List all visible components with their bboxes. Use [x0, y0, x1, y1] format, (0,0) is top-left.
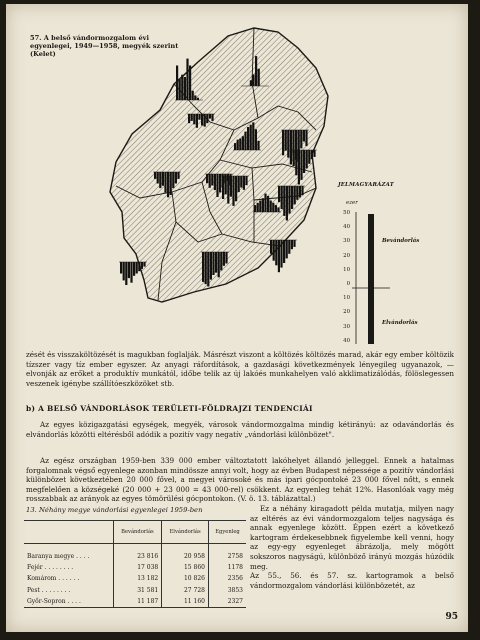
paragraph-3: Az egész országban 1959-ben 339 000 ember változtatott lakóhelyet állandó jelleggel. Ennek a hatalmas forgalomnak végső egyenlege azonban mindössze annyi volt, hogy az évben Budapest népessége a pozitív vándorlási különbözet következtében 20 000 fővel, a megyei városoké és más ipari gócpontoké 23 000 fővel nőtt, s ennek megfelelően a községeké (20 000 + 23 000 = 43 000-rel) csökkent. Az egyenleg tehát 12%. Hasonlóak vagy még rosszabbak az arányok az egyes tömörülési gócpontokon. (V. ö. 13. táblázattal.) — [26, 456, 454, 504]
migration-bar — [255, 56, 257, 86]
migration-bar — [196, 114, 198, 128]
migration-bar — [244, 132, 246, 150]
legend-in-bar — [368, 214, 374, 288]
migration-bar — [191, 114, 193, 121]
legend-title: JELMAGYARÁZAT — [338, 182, 394, 188]
migration-bar — [210, 252, 212, 280]
migration-bar — [237, 140, 239, 150]
legend-out-bar — [368, 288, 374, 344]
table-cell: 20 958 — [162, 544, 209, 563]
table-cell: Baranya megye . . . . — [27, 553, 90, 560]
migration-bar — [301, 186, 303, 195]
migration-bar — [238, 176, 240, 192]
migration-bar — [223, 252, 225, 266]
migration-bar — [247, 127, 249, 150]
table-cell: Fejér . . . . . . . . — [27, 564, 74, 572]
migration-bar — [283, 186, 285, 216]
migration-bar — [291, 240, 293, 249]
migration-bar — [305, 130, 307, 146]
legend-tick: 10 — [343, 266, 350, 273]
migration-bar — [278, 186, 280, 202]
migration-bar — [280, 240, 282, 268]
migration-bar — [222, 176, 224, 199]
legend-out-label: Elvándorlás — [382, 320, 418, 326]
migration-bar — [283, 240, 285, 263]
table-cell: Komárom . . . . . . — [27, 575, 80, 583]
migration-bar — [275, 240, 277, 265]
migration-bar — [164, 172, 166, 193]
migration-bar — [308, 150, 310, 164]
migration-bar — [288, 240, 290, 254]
table-cell: 31 581 — [113, 585, 162, 596]
migration-bar — [141, 262, 143, 269]
table-row — [24, 585, 246, 596]
table-body — [24, 544, 246, 608]
table-cell: Győr-Sopron . . . . — [24, 596, 113, 608]
table-row — [24, 573, 246, 584]
migration-bar — [282, 130, 284, 155]
migration-bar — [267, 196, 269, 212]
legend-tick: 30 — [343, 238, 350, 245]
migration-bar — [162, 172, 164, 186]
legend-tick: 20 — [343, 309, 350, 316]
migration-bar — [216, 174, 218, 197]
migration-bar — [206, 174, 208, 183]
legend-tick: 50 — [343, 210, 350, 216]
table-header-row — [24, 521, 246, 544]
migration-bar — [154, 172, 156, 179]
migration-bar — [197, 98, 199, 100]
migration-bar — [218, 252, 220, 277]
table-caption: 13. Néhány megye vándorlási egyenlegei 1959-ben — [26, 506, 203, 514]
migration-bar — [193, 114, 195, 124]
table-header-cell: Bevándorlás — [113, 521, 162, 544]
migration-bar — [291, 186, 293, 209]
migration-bar — [298, 150, 300, 185]
migration-bar — [167, 172, 169, 197]
migration-bar — [207, 252, 209, 287]
migration-bar — [311, 150, 313, 159]
legend-tick: 20 — [343, 252, 350, 259]
migration-bar — [206, 114, 208, 123]
migration-bar — [278, 240, 280, 272]
page-number: 95 — [445, 612, 458, 622]
table-cell: 2327 — [208, 596, 246, 608]
legend-scale — [338, 182, 398, 352]
migration-bar — [303, 150, 305, 173]
migration-bar — [123, 262, 125, 280]
migration-bar — [204, 114, 206, 127]
migration-bar — [138, 262, 140, 271]
table-row — [24, 562, 246, 573]
migration-bar — [250, 125, 252, 150]
migration-bar — [120, 262, 122, 274]
migration-bar — [250, 80, 252, 86]
migration-table — [24, 520, 246, 608]
migration-bar — [192, 91, 194, 100]
migration-bar — [245, 176, 247, 185]
migration-bar — [219, 174, 221, 192]
table-cell: 27 728 — [162, 585, 209, 596]
table-cell: Pest . . . . . . . . — [27, 586, 71, 594]
paragraph-4: Ez a néhány kiragadott példa mutatja, milyen nagy az eltérés az évi vándormozgalom teljes nagysága és annak egyenlege között. Éppen ezért a következő kartogram érdekesebbnek figyelembe kell venni, hogy az egy-egy egyenleget ábrázolja, mely mögött sokszoros nagyságú, különböző irányú mozgás húzódik meg. Az 55., 56. és 57. sz. kartogramok a belső vándormozgalom vándorlási különbözetét, az — [250, 504, 454, 590]
migration-bar — [175, 172, 177, 184]
migration-bar — [295, 150, 297, 175]
migration-bar — [209, 114, 211, 119]
table-row — [24, 544, 246, 563]
migration-bar — [281, 186, 283, 209]
legend-tick: 0 — [346, 281, 350, 287]
table-cell: 2356 — [208, 573, 246, 584]
figure-caption: 57. A belső vándormozgalom évi egyenlegei, 1949—1958, megyék szerint (Kelet) — [30, 34, 179, 59]
migration-bar — [293, 150, 295, 166]
migration-bar — [232, 176, 234, 206]
table-cell: 17 038 — [113, 562, 162, 573]
table-cell: 3853 — [208, 585, 246, 596]
migration-bar — [252, 122, 254, 150]
migration-bar — [194, 95, 196, 100]
table-row — [24, 596, 246, 608]
migration-bar — [205, 252, 207, 284]
migration-bar — [215, 252, 217, 273]
migration-bar — [172, 172, 174, 188]
legend-tick: 10 — [343, 295, 350, 302]
migration-bar — [270, 240, 272, 254]
paragraph-2: Az egyes közigazgatási egységek, megyék, városok vándormozgalma mindig kétirányú: az odavándorlás és elvándorlás közötti eltérésből adódik a pozitív vagy negatív „vándorlási különbözet". — [26, 420, 454, 439]
migration-bar — [286, 240, 288, 258]
migration-bar — [186, 59, 188, 100]
table-cell: 11 187 — [113, 596, 162, 608]
legend-tick: 40 — [343, 337, 350, 344]
section-heading: b) A BELSŐ VÁNDORLÁSOK TERÜLETI-FÖLDRAJZI TENDENCIÁI — [26, 404, 313, 413]
migration-bar — [254, 205, 256, 212]
migration-bar — [179, 79, 181, 100]
migration-bar — [143, 262, 145, 267]
migration-bar — [285, 130, 287, 151]
table-cell: 15 860 — [162, 562, 209, 573]
paragraph-1: zését és visszaköltözését is magukban foglalják. Másrészt viszont a költözés költözés marad, akár egy ember költözik tízszer vagy tíz ember egyszer. Az anyagi ráfordítások, a gazdasági következmények lényegileg ugyanazok, — elvonják az erőket a produktív munkától, időbe telik az új lakóés munkahelyen való akklimatizálódás, fölöslegessen veszenek igénybe szállítóeszközöket stb. — [26, 350, 454, 388]
migration-bar — [300, 150, 302, 180]
migration-bar — [252, 75, 254, 87]
migration-bar — [242, 136, 244, 150]
migration-bar — [214, 174, 216, 190]
migration-bar — [287, 130, 289, 158]
legend-tick: 30 — [343, 323, 350, 330]
table-cell: 2758 — [208, 544, 246, 563]
migration-bar — [264, 194, 266, 212]
migration-bar — [225, 176, 227, 194]
migration-bar — [294, 186, 296, 204]
migration-bar — [270, 201, 272, 213]
migration-bar — [234, 143, 236, 150]
migration-bar — [258, 69, 260, 86]
migration-bar — [209, 174, 211, 188]
table-header-cell: Elvándorlás — [162, 521, 209, 544]
migration-bar — [243, 176, 245, 190]
legend-tick: 40 — [343, 224, 350, 231]
migration-bar — [299, 186, 301, 198]
migration-bar — [227, 176, 229, 204]
migration-bar — [159, 172, 161, 188]
migration-bar — [259, 201, 261, 213]
migration-bar — [220, 252, 222, 270]
migration-bar — [239, 139, 241, 151]
migration-bar — [181, 75, 183, 100]
migration-bar — [306, 150, 308, 168]
migration-bar — [255, 129, 257, 150]
legend-in-label: Bevándorlás — [382, 238, 420, 244]
migration-bar — [212, 252, 214, 275]
table-header-cell — [24, 521, 113, 544]
migration-bar — [157, 172, 159, 184]
migration-bar — [130, 262, 132, 283]
migration-bar — [136, 262, 138, 274]
migration-bar — [300, 130, 302, 148]
migration-bar — [202, 252, 204, 282]
migration-bar — [290, 150, 292, 162]
migration-bar — [293, 240, 295, 247]
migration-bar — [262, 198, 264, 212]
table-cell: 1178 — [208, 562, 246, 573]
migration-bar — [273, 240, 275, 261]
migration-bar — [184, 77, 186, 100]
migration-bar — [133, 262, 135, 276]
table-cell: 13 182 — [113, 573, 162, 584]
table-cell: 10 826 — [162, 573, 209, 584]
migration-bar — [235, 176, 237, 201]
migration-bar — [211, 114, 213, 121]
migration-bar — [188, 114, 190, 123]
table-cell: 11 160 — [162, 596, 209, 608]
migration-bar — [257, 203, 259, 212]
migration-bar — [296, 186, 298, 200]
book-page — [6, 4, 468, 632]
table-cell: 23 816 — [113, 544, 162, 563]
migration-bar — [292, 130, 294, 153]
migration-bar — [198, 114, 200, 120]
migration-bar — [177, 172, 179, 179]
migration-bar — [257, 141, 259, 150]
migration-bar — [230, 176, 232, 197]
migration-bar — [201, 114, 203, 126]
migration-bar — [272, 203, 274, 212]
migration-bar — [240, 176, 242, 188]
migration-bar — [225, 252, 227, 264]
migration-bar — [275, 205, 277, 212]
migration-bar — [170, 172, 172, 195]
migration-bar — [125, 262, 127, 285]
migration-bar — [286, 186, 288, 221]
migration-bar — [313, 150, 315, 157]
legend-unit: ezer — [346, 200, 358, 206]
table-header-cell: Egyenleg — [208, 521, 246, 544]
migration-bar — [189, 66, 191, 101]
county-migration-map — [102, 22, 338, 310]
migration-bar — [277, 207, 279, 212]
migration-bar — [176, 66, 178, 101]
migration-bar — [211, 174, 213, 186]
migration-bar — [128, 262, 130, 278]
migration-bar — [288, 186, 290, 214]
migration-bar — [303, 130, 305, 142]
